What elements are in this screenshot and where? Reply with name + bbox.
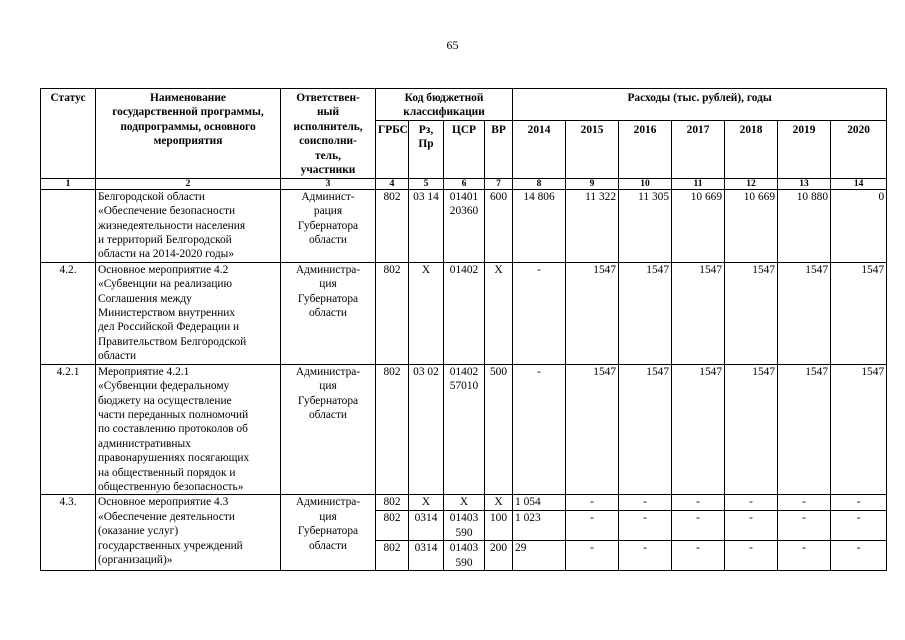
- csr-cell-line: 01403: [449, 512, 479, 525]
- year-2018-header: 2018: [725, 120, 778, 178]
- value-2018-cell: 1547: [725, 262, 778, 364]
- column-number: 3: [281, 178, 376, 189]
- executor-cell-line: области: [308, 539, 348, 552]
- col-executor-header-line: исполнитель,: [293, 120, 363, 133]
- year-2016-header: 2016: [619, 120, 672, 178]
- column-number: 10: [619, 178, 672, 189]
- name-cell: [96, 189, 281, 262]
- col-name-header-line: мероприятия: [153, 135, 223, 148]
- name-cell-line: на общественный порядок и: [98, 466, 236, 479]
- col-executor-header-line: соисполни-: [299, 135, 357, 148]
- name-cell-line: Основное мероприятие 4.2: [98, 263, 229, 276]
- rzpr-cell: X: [409, 262, 444, 364]
- value-2016-cell: -: [619, 541, 672, 571]
- value-2014-cell: -: [513, 262, 566, 364]
- name-cell-line: Белгородской области: [98, 190, 205, 203]
- budget-code-header-line: Код бюджетной: [404, 92, 484, 104]
- csr-cell-line: 590: [455, 556, 473, 569]
- col-grbs-header: ГРБС: [376, 120, 409, 178]
- name-cell-line: государственных учреждений: [98, 539, 243, 552]
- executor-cell: [281, 262, 376, 364]
- column-number: 1: [41, 178, 96, 189]
- value-2014-cell: 14 806: [513, 189, 566, 262]
- executor-cell-line: Админист-: [301, 190, 355, 203]
- column-number: 8: [513, 178, 566, 189]
- value-2015-cell: 11 322: [566, 189, 619, 262]
- col-rzpr-header-line: Рз,: [418, 123, 434, 136]
- value-2016-cell: 1547: [619, 262, 672, 364]
- csr-cell: [444, 541, 485, 571]
- executor-cell: [281, 364, 376, 495]
- csr-cell-line: 01403: [449, 542, 479, 555]
- col-rzpr-header-line: Пр: [418, 138, 434, 151]
- header-row-1: [41, 89, 887, 121]
- name-cell-line: Министерством внутренних: [98, 307, 236, 320]
- value-2019-cell: 1547: [778, 364, 831, 495]
- executor-cell-line: области: [308, 408, 348, 421]
- value-2015-cell: -: [566, 541, 619, 571]
- col-vr-header: ВР: [485, 120, 513, 178]
- value-2016-cell: 1547: [619, 364, 672, 495]
- name-cell: [96, 495, 281, 571]
- vr-cell: 600: [485, 189, 513, 262]
- col-executor-header-line: Ответствен-: [296, 92, 360, 104]
- name-cell-line: Соглашения между: [98, 292, 192, 305]
- csr-cell: [444, 364, 485, 495]
- col-executor-header-line: тель,: [315, 149, 341, 162]
- name-cell-line: «Обеспечение деятельности: [98, 510, 235, 523]
- name-cell-line: административных: [98, 437, 191, 450]
- value-2017-cell: -: [672, 541, 725, 571]
- vr-cell: 100: [485, 511, 513, 541]
- name-cell-line: Мероприятие 4.2.1: [98, 365, 190, 378]
- value-2019-cell: -: [778, 495, 831, 511]
- rzpr-cell: X: [409, 495, 444, 511]
- year-2015-header: 2015: [566, 120, 619, 178]
- column-number: 12: [725, 178, 778, 189]
- value-2019-cell: 1547: [778, 262, 831, 364]
- value-2018-cell: 1547: [725, 364, 778, 495]
- value-2016-cell: -: [619, 511, 672, 541]
- grbs-cell: 802: [376, 262, 409, 364]
- table-row: [41, 189, 887, 262]
- column-number: 7: [485, 178, 513, 189]
- value-2014-cell: 1 023: [513, 511, 566, 541]
- executor-cell-line: области: [308, 234, 348, 247]
- value-2016-cell: 11 305: [619, 189, 672, 262]
- executor-cell-line: области: [308, 307, 348, 320]
- column-number: 2: [96, 178, 281, 189]
- value-2016-cell: -: [619, 495, 672, 511]
- rzpr-cell: 03 14: [409, 189, 444, 262]
- name-cell-line: области: [98, 350, 137, 363]
- value-2015-cell: 1547: [566, 364, 619, 495]
- name-cell-line: (организаций)»: [98, 553, 173, 566]
- csr-cell-line: X: [459, 496, 469, 509]
- status-cell: [41, 189, 96, 262]
- name-cell-line: Основное мероприятие 4.3: [98, 496, 229, 509]
- value-2020-cell: -: [831, 541, 887, 571]
- executor-cell-line: Губернатора: [297, 292, 359, 305]
- status-cell: 4.2.1: [41, 364, 96, 495]
- executor-cell: [281, 495, 376, 571]
- grbs-cell: 802: [376, 189, 409, 262]
- column-number: 14: [831, 178, 887, 189]
- grbs-cell: 802: [376, 541, 409, 571]
- executor-cell-line: ция: [319, 380, 337, 393]
- executor-cell-line: ция: [319, 510, 337, 523]
- budget-code-header-line: классификации: [403, 106, 485, 119]
- executor-cell-line: рация: [313, 205, 343, 218]
- name-cell-line: дел Российской Федерации и: [98, 321, 240, 334]
- name-cell-line: правонарушениях посягающих: [98, 452, 250, 465]
- year-2017-header: 2017: [672, 120, 725, 178]
- col-csr-header: ЦСР: [444, 120, 485, 178]
- year-2019-header: 2019: [778, 120, 831, 178]
- value-2019-cell: 10 880: [778, 189, 831, 262]
- column-number: 5: [409, 178, 444, 189]
- name-cell-line: «Обеспечение безопасности: [98, 205, 236, 218]
- name-cell-line: «Субвенции на реализацию: [98, 278, 233, 291]
- value-2015-cell: -: [566, 511, 619, 541]
- name-cell-line: (оказание услуг): [98, 525, 179, 538]
- table-row: [41, 262, 887, 364]
- name-cell-line: «Субвенции федеральному: [98, 380, 230, 393]
- name-cell-line: части переданных полномочий: [98, 408, 249, 421]
- value-2020-cell: 0: [831, 189, 887, 262]
- col-name-header-line: Наименование: [150, 92, 226, 104]
- csr-cell-line: 20360: [449, 205, 479, 218]
- name-cell: [96, 364, 281, 495]
- col-rzpr-header: [409, 120, 444, 178]
- csr-cell: [444, 189, 485, 262]
- grbs-cell: 802: [376, 364, 409, 495]
- col-executor-header-line: участники: [300, 164, 356, 177]
- name-cell-line: общественную безопасность»: [98, 480, 244, 493]
- col-name-header: [96, 89, 281, 179]
- status-cell: 4.3.: [41, 495, 96, 571]
- value-2018-cell: -: [725, 541, 778, 571]
- executor-cell-line: Губернатора: [297, 525, 359, 538]
- value-2014-cell: 1 054: [513, 495, 566, 511]
- col-name-header-line: государственной программы,: [112, 106, 264, 119]
- column-number: 11: [672, 178, 725, 189]
- expenses-header: Расходы (тыс. рублей), годы: [513, 89, 887, 121]
- value-2017-cell: -: [672, 511, 725, 541]
- executor-cell-line: Администра-: [295, 365, 361, 378]
- value-2014-cell: -: [513, 364, 566, 495]
- vr-cell: X: [485, 262, 513, 364]
- csr-cell-line: 57010: [449, 380, 479, 393]
- csr-cell-line: 590: [455, 526, 473, 539]
- column-number-row: [41, 178, 887, 189]
- name-cell-line: по составлению протоколов об: [98, 423, 248, 436]
- column-number: 9: [566, 178, 619, 189]
- value-2019-cell: -: [778, 511, 831, 541]
- rzpr-cell: 03 02: [409, 364, 444, 495]
- executor-cell: [281, 189, 376, 262]
- csr-cell-line: 01402: [449, 263, 479, 276]
- column-number: 13: [778, 178, 831, 189]
- column-number: 6: [444, 178, 485, 189]
- status-cell: 4.2.: [41, 262, 96, 364]
- table-row: [41, 495, 887, 511]
- value-2017-cell: 1547: [672, 262, 725, 364]
- csr-cell-line: 01401: [449, 190, 479, 203]
- vr-cell: X: [485, 495, 513, 511]
- value-2020-cell: 1547: [831, 262, 887, 364]
- name-cell-line: Правительством Белгородской: [98, 335, 247, 348]
- table-row: [41, 364, 887, 495]
- col-executor-header: [281, 89, 376, 179]
- value-2017-cell: 1547: [672, 364, 725, 495]
- name-cell-line: бюджету на осуществление: [98, 394, 232, 407]
- name-cell: [96, 262, 281, 364]
- vr-cell: 200: [485, 541, 513, 571]
- value-2020-cell: -: [831, 511, 887, 541]
- vr-cell: 500: [485, 364, 513, 495]
- csr-cell-line: 01402: [449, 365, 479, 378]
- value-2018-cell: -: [725, 495, 778, 511]
- csr-cell: [444, 495, 485, 511]
- rzpr-cell: 0314: [409, 511, 444, 541]
- grbs-cell: 802: [376, 511, 409, 541]
- name-cell-line: и территорий Белгородской: [98, 234, 232, 247]
- budget-code-header: [376, 89, 513, 121]
- value-2015-cell: 1547: [566, 262, 619, 364]
- page-number: 65: [446, 38, 459, 52]
- grbs-cell: 802: [376, 495, 409, 511]
- value-2017-cell: 10 669: [672, 189, 725, 262]
- executor-cell-line: Губернатора: [297, 219, 359, 232]
- value-2014-cell: 29: [513, 541, 566, 571]
- executor-cell-line: ция: [319, 278, 337, 291]
- name-cell-line: жизнедеятельности населения: [98, 219, 246, 232]
- value-2017-cell: -: [672, 495, 725, 511]
- value-2020-cell: 1547: [831, 364, 887, 495]
- value-2018-cell: 10 669: [725, 189, 778, 262]
- value-2019-cell: -: [778, 541, 831, 571]
- budget-table: [40, 88, 887, 571]
- year-2020-header: 2020: [831, 120, 887, 178]
- value-2018-cell: -: [725, 511, 778, 541]
- csr-cell: [444, 262, 485, 364]
- name-cell-line: области на 2014-2020 годы»: [98, 248, 235, 261]
- csr-cell: [444, 511, 485, 541]
- rzpr-cell: 0314: [409, 541, 444, 571]
- executor-cell-line: Губернатора: [297, 394, 359, 407]
- col-executor-header-line: ный: [316, 106, 340, 119]
- executor-cell-line: Администра-: [295, 263, 361, 276]
- value-2020-cell: -: [831, 495, 887, 511]
- value-2015-cell: -: [566, 495, 619, 511]
- executor-cell-line: Администра-: [295, 496, 361, 509]
- column-number: 4: [376, 178, 409, 189]
- year-2014-header: 2014: [513, 120, 566, 178]
- col-name-header-line: подпрограммы, основного: [120, 120, 256, 133]
- col-status-header: Статус: [41, 89, 96, 179]
